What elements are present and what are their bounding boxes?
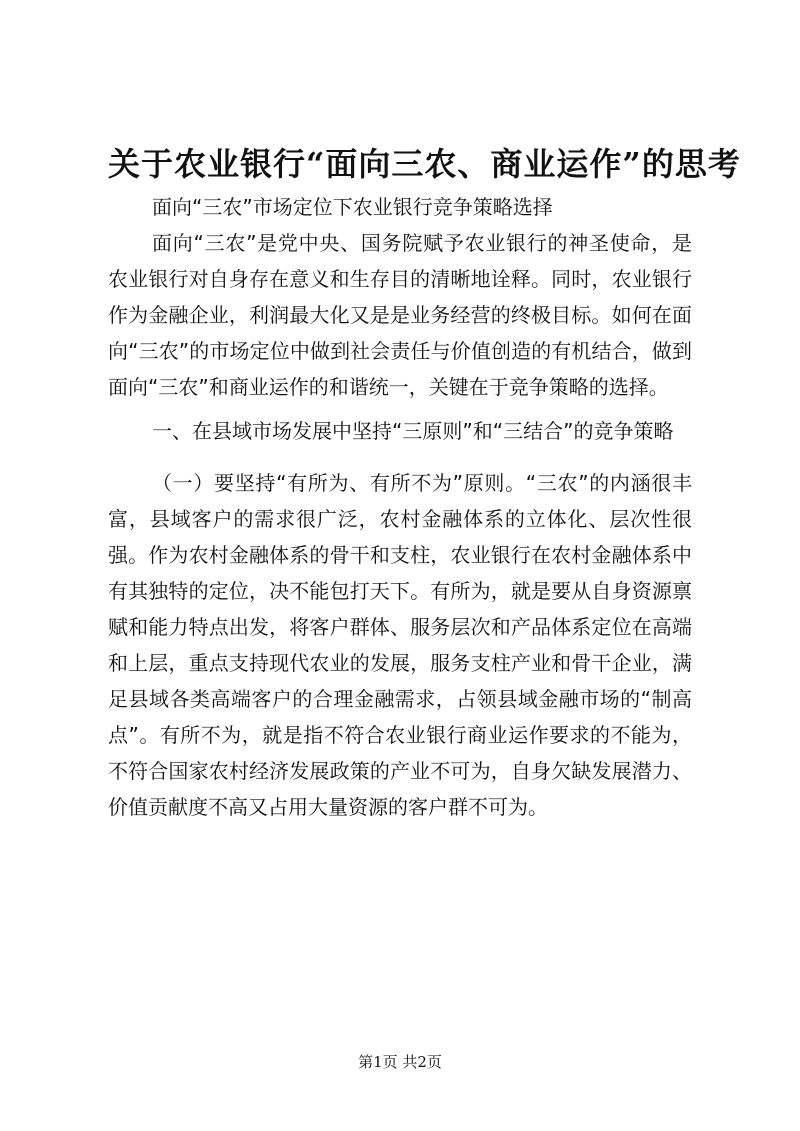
- document-body: [108, 189, 692, 825]
- intro-paragraph: 面向“三农”是党中央、国务院赋予农业银行的神圣使命，是农业银行对自身存在意义和生存目的清晰地诠释。同时，农业银行作为金融企业，利润最大化又是是业务经营的终极目标。如何在面向“三农”的市场定位中做到社会责任与价值创造的有机结合，做到面向“三农”和商业运作的和谐统一，关键在于竞争策略的选择。: [108, 231, 692, 399]
- principle-paragraph: （一）要坚持“有所为、有所不为”原则。“三农”的内涵很丰富，县域客户的需求很广泛，农村金融体系的立体化、层次性很强。作为农村金融体系的骨干和支柱，农业银行在农村金融体系中有其独特的定位，决不能包打天下。有所为，就是要从自身资源禀赋和能力特点出发，将客户群体、服务层次和产品体系定位在高端和上层，重点支持现代农业的发展，服务支柱产业和骨干企业，满足县域各类高端客户的合理金融需求，占领县域金融市场的“制高点”。有所不为，就是指不符合农业银行商业运作要求的不能为，不符合国家农村经济发展政策的产业不可为，自身欠缺发展潜力、价值贡献度不高又占用大量资源的客户群不可为。: [108, 471, 692, 819]
- page-footer: 第1页 共2页: [358, 1053, 442, 1071]
- section-heading-paragraph: 一、在县域市场发展中坚持“三原则”和“三结合”的竞争策略: [152, 419, 674, 443]
- document-title: 关于农业银行“面向三农、商业运作”的思考: [108, 145, 741, 183]
- subtitle-paragraph: 面向“三农”市场定位下农业银行竞争策略选择: [152, 195, 553, 219]
